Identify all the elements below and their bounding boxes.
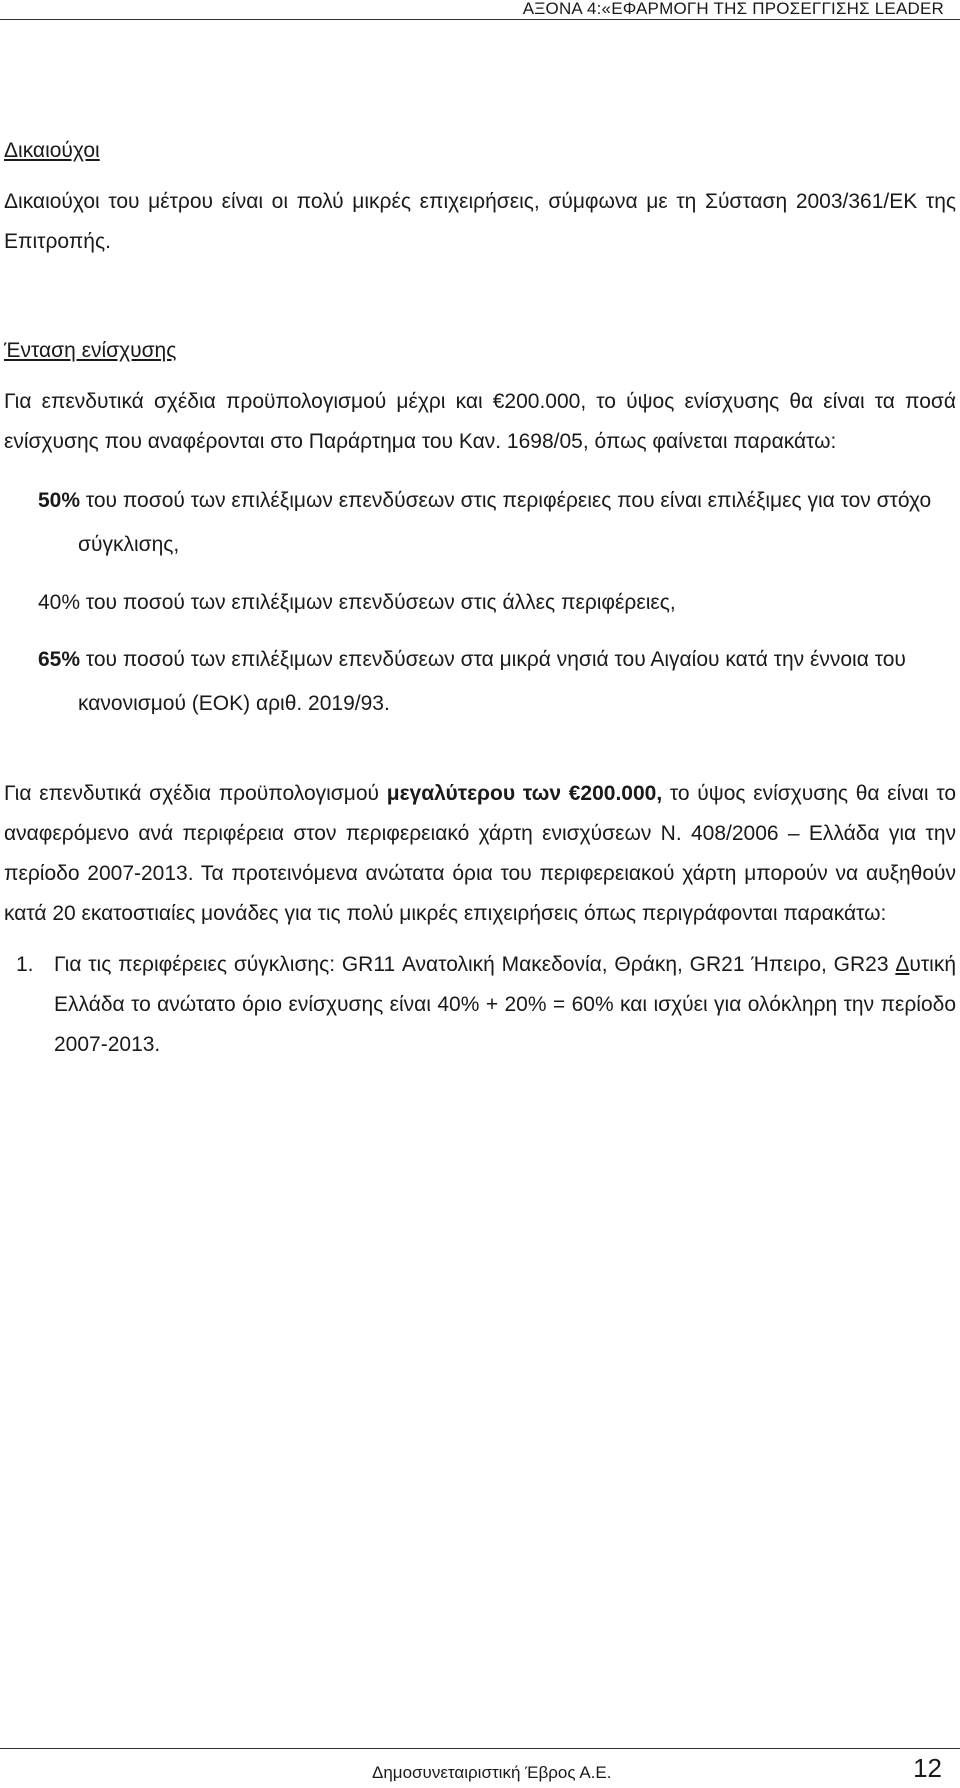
- bullet-continuation: σύγκλισης,: [78, 533, 180, 556]
- section-heading-beneficiaries: Δικαιούχοι: [4, 139, 100, 162]
- numbered-list-item: [4, 945, 956, 1065]
- page-footer: [0, 1748, 960, 1788]
- intensity-bullet: [4, 479, 956, 567]
- footer-organization: Δημοσυνεταιριστική Έβρος Α.Ε.: [372, 1763, 612, 1782]
- intensity-bullet: [4, 638, 956, 726]
- section-heading-aid-intensity: Ένταση ενίσχυσης: [4, 339, 177, 362]
- bullet-text: του ποσού των επιλέξιμων επενδύσεων στις περιφέρειες που είναι επιλέξιμες για τον στόχο: [80, 489, 932, 512]
- header-divider: [0, 19, 960, 20]
- page-number: 12: [913, 1753, 942, 1783]
- bullet-continuation: κανονισμού (ΕΟΚ) αριθ. 2019/93.: [78, 692, 390, 715]
- page-header: [0, 0, 960, 20]
- aid-intensity-intro-paragraph: Για επενδυτικά σχέδια προϋπολογισμού μέχρι και €200.000, το ύψος ενίσχυσης θα είναι τα ποσά ενίσχυσης που αναφέρονται στο Παράρτημα του Καν. 1698/05, όπως φαίνεται παρακάτω:: [4, 390, 956, 453]
- bullet-percent: 40%: [38, 591, 81, 614]
- header-title: ΑΞΟΝΑ 4:«ΕΦΑΡΜΟΓΗ ΤΗΣ ΠΡΟΣΕΓΓΙΣΗΣ LEADER: [522, 0, 944, 18]
- paragraph-bold-text: μεγαλύτερου των €200.000,: [386, 782, 663, 805]
- bullet-percent: 50%: [38, 489, 81, 512]
- list-item-text: υτική Ελλάδα το ανώτατο όριο ενίσχυσης είναι 40% + 20% = 60% και ισχύει για ολόκληρη την περίοδο 2007-2013.: [54, 953, 956, 1056]
- list-item-number: 1.: [16, 953, 34, 976]
- aid-intensity-large-projects-paragraph: [4, 774, 956, 934]
- bullet-text: του ποσού των επιλέξιμων επενδύσεων στις άλλες περιφέρειες,: [80, 591, 676, 614]
- bullet-text: του ποσού των επιλέξιμων επενδύσεων στα μικρά νησιά του Αιγαίου κατά την έννοια του: [80, 648, 906, 671]
- beneficiaries-paragraph: Δικαιούχοι του μέτρου είναι οι πολύ μικρές επιχειρήσεις, σύμφωνα με τη Σύσταση 2003/361/ΕΚ της Επιτροπής.: [4, 190, 956, 253]
- document-body: [4, 131, 956, 1065]
- list-item-underlined-text: Δ: [895, 953, 910, 976]
- list-item-text: Για τις περιφέρειες σύγκλισης: GR11 Ανατολική Μακεδονία, Θράκη, GR21 Ήπειρο, GR23: [54, 953, 896, 976]
- footer-divider: [0, 1748, 960, 1749]
- paragraph-text: το ύψος ενίσχυσης θα είναι το αναφερόμενο ανά περιφέρεια στον περιφερειακό χάρτη ενισχύσεων Ν. 408/2006 – Ελλάδα για την περίοδο 2007-2013. Τα προτεινόμενα ανώτατα όρια του περιφερειακού χάρτη μπορούν να αυξηθούν κατά 20 εκατοστιαίες μονάδες για τις πολύ μικρές επιχειρήσεις όπως περιγράφονται παρακάτω:: [4, 782, 956, 925]
- bullet-percent: 65%: [38, 648, 81, 671]
- paragraph-text: Για επενδυτικά σχέδια προϋπολογισμού: [4, 782, 387, 805]
- intensity-bullet: [4, 581, 956, 625]
